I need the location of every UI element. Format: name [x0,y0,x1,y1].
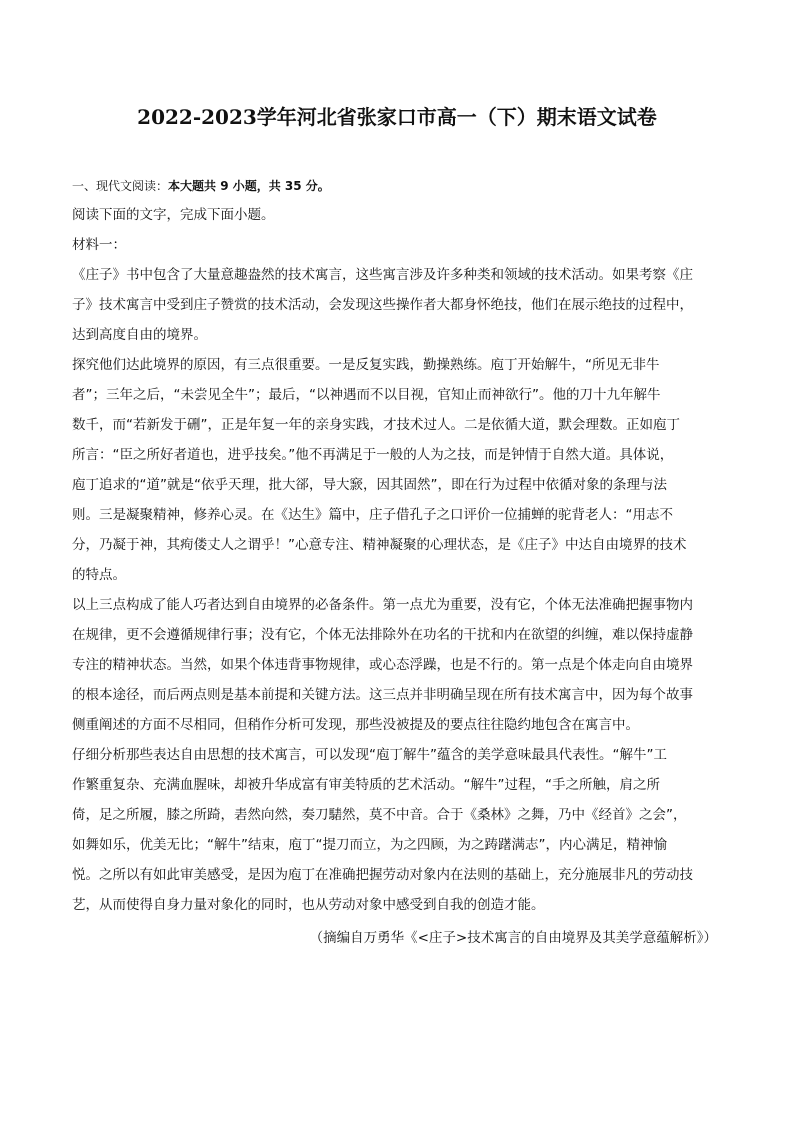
paragraph-line: 仔细分析那些表达自由思想的技术寓言，可以发现“庖丁解牛”蕴含的美学意味最具代表性。“解牛”工 [72,747,667,763]
paragraph-line: 则。三是凝聚精神，修养心灵。在《达生》篇中，庄子借孔子之口评价一位捕蝉的驼背老人：“用志不 [72,507,673,523]
instruction-text: 阅读下面的文字，完成下面小题。 [72,207,275,223]
paragraph-line: 作繁重复杂、充满血腥味，却被升华成富有审美特质的艺术活动。“解牛”过程，“手之所触，肩之所 [72,777,660,793]
paragraph-line: 专注的精神状态。当然，如果个体违背事物规律，或心态浮躁，也是不行的。第一点是个体走向自由境界 [72,657,693,673]
section-heading [72,176,330,196]
paragraph-line: 《庄子》书中包含了大量意趣盎然的技术寓言，这些寓言涉及许多种类和领域的技术活动。如果考察《庄 [72,267,693,283]
paragraph-line: 在规律，更不会遵循规律行事；没有它，个体无法排除外在功名的干扰和内在欲望的纠缠，难以保持虚静 [72,627,693,643]
exam-title: 2022-2023学年河北省张家口市高一（下）期末语文试卷 [137,105,657,129]
paragraph-line: 数千，而“若新发于硎”，正是年复一年的亲身实践，才技术过人。二是依循大道，默会理数。正如庖丁 [72,417,680,433]
paragraph-line: 子》技术寓言中受到庄子赞赏的技术活动，会发现这些操作者大都身怀绝技，他们在展示绝技的过程中， [72,297,693,313]
paragraph-line: 如舞如乐，优美无比；“解牛”结束，庖丁“提刀而立，为之四顾，为之踌躇满志”，内心满足，精神愉 [72,837,667,853]
paragraph-line: 侧重阐述的方面不尽相同，但稍作分析可发现，那些没被提及的要点往往隐约地包含在寓言中。 [72,717,639,733]
material-label: 材料一： [72,237,126,253]
paragraph-line: 以上三点构成了能人巧者达到自由境界的必备条件。第一点尤为重要，没有它，个体无法准确把握事物内 [72,597,693,613]
paragraph-line: 倚，足之所履，膝之所踦，砉然向然，奏刀騞然，莫不中音。合于《桑林》之舞，乃中《经首》之会”， [72,807,687,823]
section-info: 本大题共 9 小题，共 35 分。 [168,179,330,193]
paragraph-line: 的特点。 [72,567,126,583]
source-citation: （摘编自万勇华《<庄子>技术寓言的自由境界及其美学意蕴解析》） [309,930,717,946]
paragraph-line: 庖丁追求的“道”就是“依乎天理，批大郤，导大窾，因其固然”，即在行为过程中依循对象的条理与法 [72,477,667,493]
paragraph-line: 艺，从而使得自身力量对象化的同时，也从劳动对象中感受到自我的创造才能。 [72,897,545,913]
paragraph-line: 达到高度自由的境界。 [72,327,207,343]
section-prefix: 一、现代文阅读： [72,179,169,193]
paragraph-line: 的根本途径，而后两点则是基本前提和关键方法。这三点并非明确呈现在所有技术寓言中，因为每个故事 [72,687,693,703]
paragraph-line: 所言：“臣之所好者道也，进乎技矣。”他不再满足于一般的人为之技，而是钟情于自然大道。具体说， [72,447,674,463]
paragraph-line: 者”；三年之后，“未尝见全牛”；最后，“以神遇而不以目视，官知止而神欲行”。他的刀十九年解牛 [72,387,661,403]
paragraph-line: 探究他们达此境界的原因，有三点很重要。一是反复实践，勤操熟练。庖丁开始解牛，“所见无非牛 [72,357,660,373]
paragraph-line: 分，乃凝于神，其痀偻丈人之谓乎！”心意专注、精神凝聚的心理状态，是《庄子》中达自由境界的技术 [72,537,687,553]
paragraph-line: 悦。之所以有如此审美感受，是因为庖丁在准确把握劳动对象内在法则的基础上，充分施展非凡的劳动技 [72,867,693,883]
